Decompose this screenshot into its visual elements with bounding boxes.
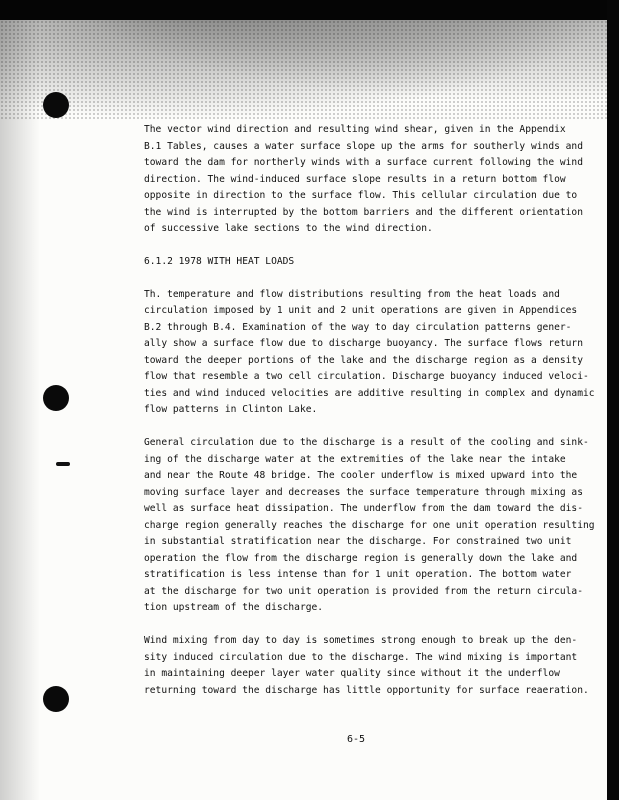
text-line: General circulation due to the discharge is a result of the cooling and sink- <box>144 437 589 448</box>
punch-hole-icon <box>43 686 69 712</box>
paragraph-heat-loads <box>144 287 595 419</box>
text-line: in maintaining deeper layer water quality since without it the underflow <box>144 668 560 679</box>
body-text <box>144 122 595 716</box>
text-line: tion upstream of the discharge. <box>144 602 324 613</box>
text-line: B.2 through B.4. Examination of the way to day circulation patterns gener- <box>144 321 572 333</box>
text-line: The vector wind direction and resulting wind shear, given in the Appendix <box>144 124 566 135</box>
text-line: ally show a surface flow due to discharge buoyancy. The surface flows return <box>144 338 583 349</box>
text-line: sity induced circulation due to the discharge. The wind mixing is important <box>144 651 578 663</box>
text-line: and near the Route 48 bridge. The cooler underflow is mixed upward into the <box>144 470 578 481</box>
text-line: direction. The wind-induced surface slope results in a return bottom flow <box>144 173 566 185</box>
margin-mark <box>56 462 70 466</box>
text-line: of successive lake sections to the wind direction. <box>144 223 433 234</box>
text-line: the wind is interrupted by the bottom barriers and the different orientation <box>144 206 583 218</box>
punch-hole-icon <box>43 385 69 411</box>
text-line: opposite in direction to the surface flow. This cellular circulation due to <box>144 190 578 201</box>
punch-hole-icon <box>43 92 69 118</box>
paragraph-general-circulation <box>144 435 595 617</box>
scan-edge-right <box>607 0 619 800</box>
text-line: moving surface layer and decreases the surface temperature through mixing as <box>144 486 583 498</box>
text-line: at the discharge for two unit operation is provided from the return circula- <box>144 585 583 597</box>
text-line: Th. temperature and flow distributions resulting from the heat loads and <box>144 288 560 300</box>
scan-shadow-left <box>0 0 40 800</box>
text-line: toward the deeper portions of the lake and the discharge region as a density <box>144 354 583 366</box>
text-line: flow that resemble a two cell circulation. Discharge buoyancy induced veloci- <box>144 371 589 382</box>
paragraph-wind-shear <box>144 122 583 238</box>
page-number: 6-5 <box>347 734 366 745</box>
text-line: B.1 Tables, causes a water surface slope up the arms for southerly winds and <box>144 140 583 152</box>
text-line: circulation imposed by 1 unit and 2 unit operations are given in Appendices <box>144 305 578 316</box>
text-line: charge region generally reaches the discharge for one unit operation resulting <box>144 519 595 531</box>
text-line: stratification is less intense than for 1 unit operation. The bottom water <box>144 569 572 580</box>
paragraph-wind-mixing <box>144 633 589 699</box>
text-line: Wind mixing from day to day is sometimes strong enough to break up the den- <box>144 635 578 646</box>
text-line: returning toward the discharge has little opportunity for surface reaeration. <box>144 684 589 696</box>
text-line: operation the flow from the discharge region is generally down the lake and <box>144 552 578 564</box>
text-line: ties and wind induced velocities are additive resulting in complex and dynamic <box>144 387 595 399</box>
text-line: toward the dam for northerly winds with a surface current following the wind <box>144 157 583 168</box>
section-heading: 6.1.2 1978 WITH HEAT LOADS <box>144 256 295 267</box>
text-line: ing of the discharge water at the extremities of the lake near the intake <box>144 453 566 465</box>
text-line: in substantial stratification near the discharge. For constrained two unit <box>144 536 572 547</box>
scan-edge-top <box>0 0 619 20</box>
text-line: well as surface heat dissipation. The underflow from the dam toward the dis- <box>144 503 583 514</box>
text-line: flow patterns in Clinton Lake. <box>144 404 318 415</box>
